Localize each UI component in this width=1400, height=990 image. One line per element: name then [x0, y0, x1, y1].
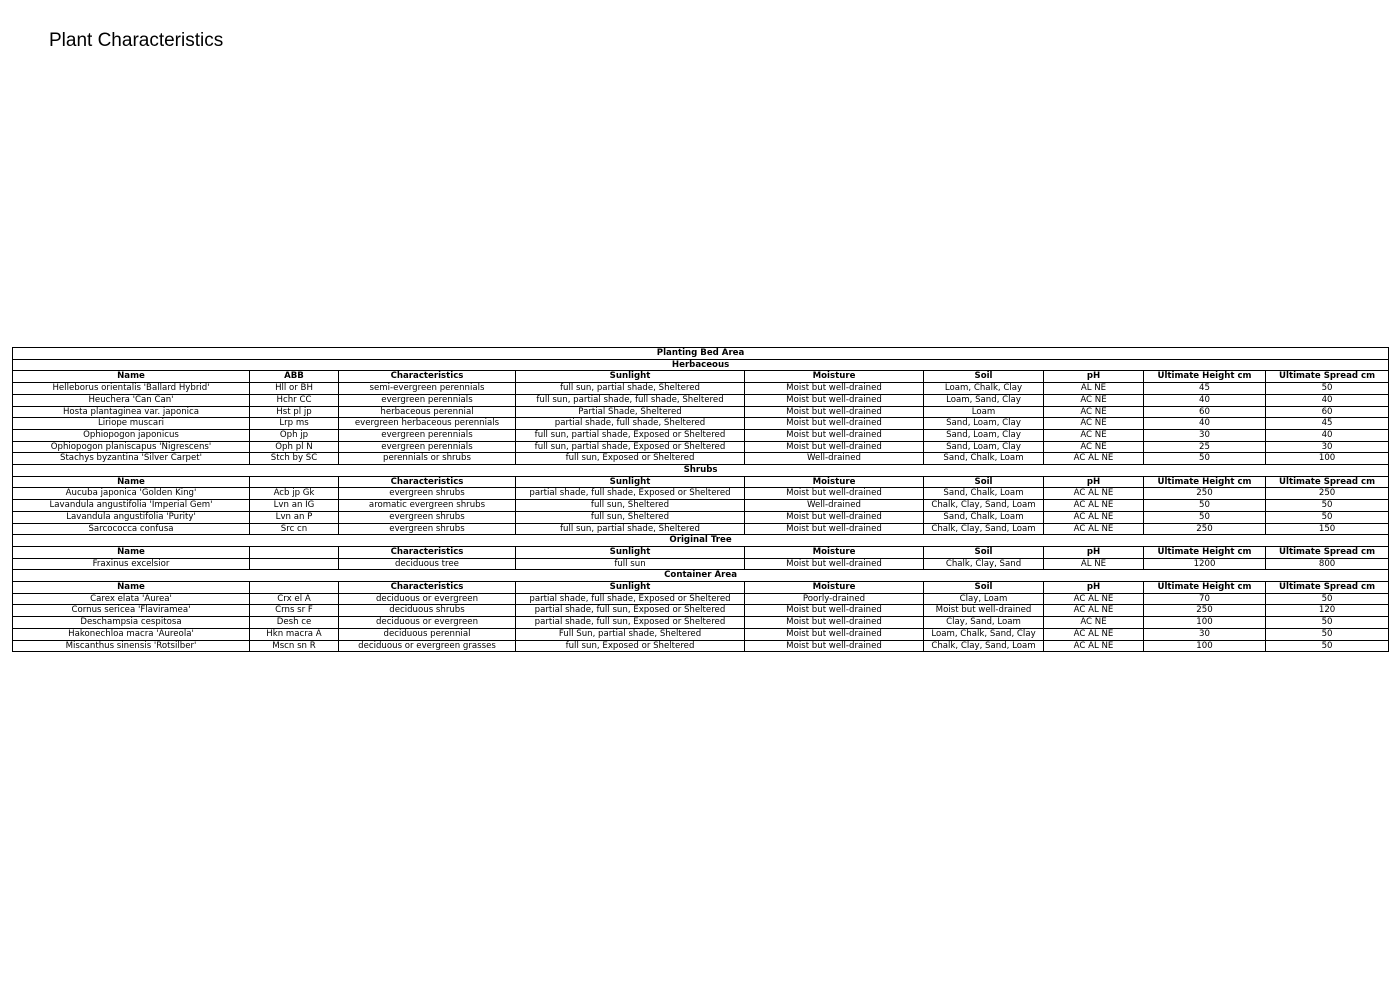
cell-soil: Clay, Sand, Loam — [924, 617, 1044, 629]
cell-spread: 30 — [1266, 441, 1389, 453]
cell-moisture: Moist but well-drained — [745, 441, 924, 453]
plant-characteristics-table — [12, 347, 1389, 652]
cell-abb: Hll or BH — [250, 383, 339, 395]
table-row — [13, 593, 1389, 605]
column-header-ph: pH — [1044, 582, 1144, 594]
cell-characteristics: evergreen perennials — [339, 429, 516, 441]
cell-name: Liriope muscari — [13, 418, 250, 430]
cell-spread: 50 — [1266, 628, 1389, 640]
cell-sunlight: partial shade, full sun, Exposed or Sheltered — [516, 605, 745, 617]
table-row — [13, 605, 1389, 617]
section-row — [13, 570, 1389, 582]
cell-name: Hosta plantaginea var. japonica — [13, 406, 250, 418]
section-row — [13, 465, 1389, 477]
cell-moisture: Moist but well-drained — [745, 523, 924, 535]
cell-name: Ophiopogon japonicus — [13, 429, 250, 441]
cell-abb — [250, 558, 339, 570]
cell-sunlight: full sun, partial shade, Exposed or Sheltered — [516, 429, 745, 441]
table-row — [13, 394, 1389, 406]
cell-name: Miscanthus sinensis 'Rotsilber' — [13, 640, 250, 652]
cell-ph: AC AL NE — [1044, 605, 1144, 617]
cell-soil: Loam — [924, 406, 1044, 418]
cell-ph: AC AL NE — [1044, 640, 1144, 652]
cell-sunlight: partial shade, full shade, Sheltered — [516, 418, 745, 430]
cell-name: Lavandula angustifolia 'Purity' — [13, 511, 250, 523]
cell-characteristics: deciduous or evergreen — [339, 593, 516, 605]
column-header-soil: Soil — [924, 476, 1044, 488]
cell-ph: AC AL NE — [1044, 500, 1144, 512]
column-header-ph: pH — [1044, 546, 1144, 558]
cell-abb: Lvn an P — [250, 511, 339, 523]
cell-moisture: Moist but well-drained — [745, 429, 924, 441]
cell-characteristics: deciduous or evergreen — [339, 617, 516, 629]
cell-abb: Oph jp — [250, 429, 339, 441]
cell-soil: Sand, Loam, Clay — [924, 429, 1044, 441]
column-header-abb — [250, 546, 339, 558]
column-header-moisture: Moisture — [745, 476, 924, 488]
cell-characteristics: deciduous tree — [339, 558, 516, 570]
cell-moisture: Poorly-drained — [745, 593, 924, 605]
cell-spread: 120 — [1266, 605, 1389, 617]
cell-height: 250 — [1144, 523, 1266, 535]
column-header-row — [13, 582, 1389, 594]
cell-spread: 50 — [1266, 617, 1389, 629]
column-header-abb — [250, 476, 339, 488]
cell-characteristics: semi-evergreen perennials — [339, 383, 516, 395]
cell-height: 1200 — [1144, 558, 1266, 570]
cell-ph: AC NE — [1044, 441, 1144, 453]
table-row — [13, 523, 1389, 535]
cell-height: 30 — [1144, 429, 1266, 441]
cell-moisture: Well-drained — [745, 453, 924, 465]
column-header-row — [13, 546, 1389, 558]
cell-spread: 100 — [1266, 453, 1389, 465]
column-header-soil: Soil — [924, 582, 1044, 594]
cell-spread: 40 — [1266, 429, 1389, 441]
cell-sunlight: full sun, partial shade, Sheltered — [516, 383, 745, 395]
table-row — [13, 453, 1389, 465]
cell-sunlight: full sun, partial shade, Sheltered — [516, 523, 745, 535]
cell-soil: Chalk, Clay, Sand — [924, 558, 1044, 570]
cell-moisture: Moist but well-drained — [745, 418, 924, 430]
section-row — [13, 535, 1389, 547]
table-row — [13, 617, 1389, 629]
section-title: Shrubs — [13, 465, 1389, 477]
cell-moisture: Well-drained — [745, 500, 924, 512]
cell-soil: Sand, Chalk, Loam — [924, 511, 1044, 523]
column-header-ph: pH — [1044, 476, 1144, 488]
cell-abb: Acb jp Gk — [250, 488, 339, 500]
cell-characteristics: evergreen shrubs — [339, 523, 516, 535]
cell-sunlight: partial shade, full shade, Exposed or Sheltered — [516, 593, 745, 605]
cell-moisture: Moist but well-drained — [745, 617, 924, 629]
column-header-abb: ABB — [250, 371, 339, 383]
column-header-moisture: Moisture — [745, 546, 924, 558]
cell-abb: Src cn — [250, 523, 339, 535]
column-header-sunlight: Sunlight — [516, 546, 745, 558]
column-header-spread: Ultimate Spread cm — [1266, 476, 1389, 488]
cell-soil: Sand, Chalk, Loam — [924, 488, 1044, 500]
table-row — [13, 441, 1389, 453]
cell-ph: AC NE — [1044, 418, 1144, 430]
cell-name: Ophiopogon planiscapus 'Nigrescens' — [13, 441, 250, 453]
column-header-row — [13, 476, 1389, 488]
cell-name: Fraxinus excelsior — [13, 558, 250, 570]
cell-spread: 800 — [1266, 558, 1389, 570]
cell-name: Lavandula angustifolia 'Imperial Gem' — [13, 500, 250, 512]
column-header-moisture: Moisture — [745, 582, 924, 594]
table-row — [13, 406, 1389, 418]
cell-height: 30 — [1144, 628, 1266, 640]
table-row — [13, 558, 1389, 570]
cell-spread: 50 — [1266, 383, 1389, 395]
cell-abb: Crns sr F — [250, 605, 339, 617]
cell-height: 50 — [1144, 500, 1266, 512]
column-header-height: Ultimate Height cm — [1144, 582, 1266, 594]
table-title: Planting Bed Area — [13, 348, 1389, 360]
cell-abb: Hst pl jp — [250, 406, 339, 418]
column-header-characteristics: Characteristics — [339, 476, 516, 488]
cell-characteristics: deciduous shrubs — [339, 605, 516, 617]
cell-characteristics: aromatic evergreen shrubs — [339, 500, 516, 512]
cell-name: Heuchera 'Can Can' — [13, 394, 250, 406]
table-row — [13, 511, 1389, 523]
cell-sunlight: partial shade, full shade, Exposed or Sheltered — [516, 488, 745, 500]
cell-name: Cornus sericea 'Flaviramea' — [13, 605, 250, 617]
cell-name: Carex elata 'Aurea' — [13, 593, 250, 605]
cell-sunlight: Partial Shade, Sheltered — [516, 406, 745, 418]
cell-name: Hakonechloa macra 'Aureola' — [13, 628, 250, 640]
cell-ph: AC AL NE — [1044, 593, 1144, 605]
cell-name: Aucuba japonica 'Golden King' — [13, 488, 250, 500]
cell-sunlight: full sun, partial shade, Exposed or Sheltered — [516, 441, 745, 453]
cell-characteristics: evergreen perennials — [339, 441, 516, 453]
cell-height: 250 — [1144, 488, 1266, 500]
cell-height: 100 — [1144, 617, 1266, 629]
cell-abb: Desh ce — [250, 617, 339, 629]
cell-soil: Moist but well-drained — [924, 605, 1044, 617]
cell-abb: Lrp ms — [250, 418, 339, 430]
column-header-characteristics: Characteristics — [339, 582, 516, 594]
column-header-soil: Soil — [924, 546, 1044, 558]
cell-sunlight: full sun, Sheltered — [516, 511, 745, 523]
cell-height: 50 — [1144, 511, 1266, 523]
cell-soil: Loam, Sand, Clay — [924, 394, 1044, 406]
column-header-name: Name — [13, 476, 250, 488]
section-title: Container Area — [13, 570, 1389, 582]
column-header-spread: Ultimate Spread cm — [1266, 582, 1389, 594]
cell-soil: Chalk, Clay, Sand, Loam — [924, 500, 1044, 512]
cell-moisture: Moist but well-drained — [745, 605, 924, 617]
cell-abb: Stch by SC — [250, 453, 339, 465]
cell-characteristics: perennials or shrubs — [339, 453, 516, 465]
cell-height: 100 — [1144, 640, 1266, 652]
page-title: Plant Characteristics — [49, 30, 224, 51]
table-title-row — [13, 348, 1389, 360]
cell-height: 60 — [1144, 406, 1266, 418]
cell-ph: AC AL NE — [1044, 453, 1144, 465]
table-row — [13, 418, 1389, 430]
cell-spread: 60 — [1266, 406, 1389, 418]
cell-ph: AC AL NE — [1044, 511, 1144, 523]
column-header-name: Name — [13, 371, 250, 383]
cell-moisture: Moist but well-drained — [745, 558, 924, 570]
cell-moisture: Moist but well-drained — [745, 640, 924, 652]
cell-soil: Chalk, Clay, Sand, Loam — [924, 640, 1044, 652]
cell-spread: 150 — [1266, 523, 1389, 535]
cell-spread: 250 — [1266, 488, 1389, 500]
cell-spread: 40 — [1266, 394, 1389, 406]
cell-characteristics: evergreen shrubs — [339, 488, 516, 500]
column-header-height: Ultimate Height cm — [1144, 371, 1266, 383]
column-header-name: Name — [13, 582, 250, 594]
cell-ph: AL NE — [1044, 558, 1144, 570]
cell-name: Deschampsia cespitosa — [13, 617, 250, 629]
cell-name: Stachys byzantina 'Silver Carpet' — [13, 453, 250, 465]
cell-abb: Hchr CC — [250, 394, 339, 406]
cell-characteristics: evergreen perennials — [339, 394, 516, 406]
section-title: Original Tree — [13, 535, 1389, 547]
cell-soil: Sand, Loam, Clay — [924, 441, 1044, 453]
column-header-ph: pH — [1044, 371, 1144, 383]
cell-soil: Sand, Chalk, Loam — [924, 453, 1044, 465]
cell-height: 25 — [1144, 441, 1266, 453]
cell-moisture: Moist but well-drained — [745, 628, 924, 640]
cell-characteristics: deciduous perennial — [339, 628, 516, 640]
cell-sunlight: full sun, partial shade, full shade, Sheltered — [516, 394, 745, 406]
cell-spread: 45 — [1266, 418, 1389, 430]
cell-characteristics: herbaceous perennial — [339, 406, 516, 418]
cell-sunlight: full sun, Exposed or Sheltered — [516, 453, 745, 465]
cell-ph: AC AL NE — [1044, 488, 1144, 500]
column-header-row — [13, 371, 1389, 383]
column-header-characteristics: Characteristics — [339, 371, 516, 383]
cell-soil: Loam, Chalk, Clay — [924, 383, 1044, 395]
cell-spread: 50 — [1266, 511, 1389, 523]
cell-moisture: Moist but well-drained — [745, 488, 924, 500]
cell-moisture: Moist but well-drained — [745, 383, 924, 395]
cell-sunlight: Full Sun, partial shade, Sheltered — [516, 628, 745, 640]
cell-ph: AC NE — [1044, 617, 1144, 629]
table-row — [13, 500, 1389, 512]
cell-height: 45 — [1144, 383, 1266, 395]
cell-moisture: Moist but well-drained — [745, 511, 924, 523]
cell-abb: Crx el A — [250, 593, 339, 605]
column-header-name: Name — [13, 546, 250, 558]
column-header-height: Ultimate Height cm — [1144, 546, 1266, 558]
column-header-sunlight: Sunlight — [516, 582, 745, 594]
cell-height: 40 — [1144, 394, 1266, 406]
cell-height: 50 — [1144, 453, 1266, 465]
section-row — [13, 359, 1389, 371]
cell-spread: 50 — [1266, 500, 1389, 512]
cell-ph: AC AL NE — [1044, 628, 1144, 640]
cell-ph: AC NE — [1044, 394, 1144, 406]
table-row — [13, 383, 1389, 395]
cell-abb: Mscn sn R — [250, 640, 339, 652]
cell-abb: Lvn an IG — [250, 500, 339, 512]
table-row — [13, 628, 1389, 640]
cell-sunlight: partial shade, full sun, Exposed or Sheltered — [516, 617, 745, 629]
cell-characteristics: evergreen herbaceous perennials — [339, 418, 516, 430]
cell-moisture: Moist but well-drained — [745, 406, 924, 418]
cell-sunlight: full sun, Exposed or Sheltered — [516, 640, 745, 652]
table-row — [13, 488, 1389, 500]
cell-height: 250 — [1144, 605, 1266, 617]
column-header-abb — [250, 582, 339, 594]
table-row — [13, 640, 1389, 652]
column-header-spread: Ultimate Spread cm — [1266, 546, 1389, 558]
cell-sunlight: full sun — [516, 558, 745, 570]
column-header-moisture: Moisture — [745, 371, 924, 383]
cell-soil: Loam, Chalk, Sand, Clay — [924, 628, 1044, 640]
cell-sunlight: full sun, Sheltered — [516, 500, 745, 512]
cell-moisture: Moist but well-drained — [745, 394, 924, 406]
cell-soil: Sand, Loam, Clay — [924, 418, 1044, 430]
cell-characteristics: deciduous or evergreen grasses — [339, 640, 516, 652]
cell-abb: Oph pl N — [250, 441, 339, 453]
cell-ph: AC NE — [1044, 406, 1144, 418]
cell-spread: 50 — [1266, 640, 1389, 652]
cell-height: 40 — [1144, 418, 1266, 430]
cell-height: 70 — [1144, 593, 1266, 605]
cell-name: Sarcococca confusa — [13, 523, 250, 535]
cell-characteristics: evergreen shrubs — [339, 511, 516, 523]
column-header-spread: Ultimate Spread cm — [1266, 371, 1389, 383]
table-row — [13, 429, 1389, 441]
column-header-sunlight: Sunlight — [516, 371, 745, 383]
column-header-sunlight: Sunlight — [516, 476, 745, 488]
column-header-characteristics: Characteristics — [339, 546, 516, 558]
cell-ph: AL NE — [1044, 383, 1144, 395]
column-header-soil: Soil — [924, 371, 1044, 383]
cell-spread: 50 — [1266, 593, 1389, 605]
cell-ph: AC AL NE — [1044, 523, 1144, 535]
cell-ph: AC NE — [1044, 429, 1144, 441]
section-title: Herbaceous — [13, 359, 1389, 371]
cell-name: Helleborus orientalis 'Ballard Hybrid' — [13, 383, 250, 395]
column-header-height: Ultimate Height cm — [1144, 476, 1266, 488]
cell-soil: Chalk, Clay, Sand, Loam — [924, 523, 1044, 535]
cell-abb: Hkn macra A — [250, 628, 339, 640]
cell-soil: Clay, Loam — [924, 593, 1044, 605]
